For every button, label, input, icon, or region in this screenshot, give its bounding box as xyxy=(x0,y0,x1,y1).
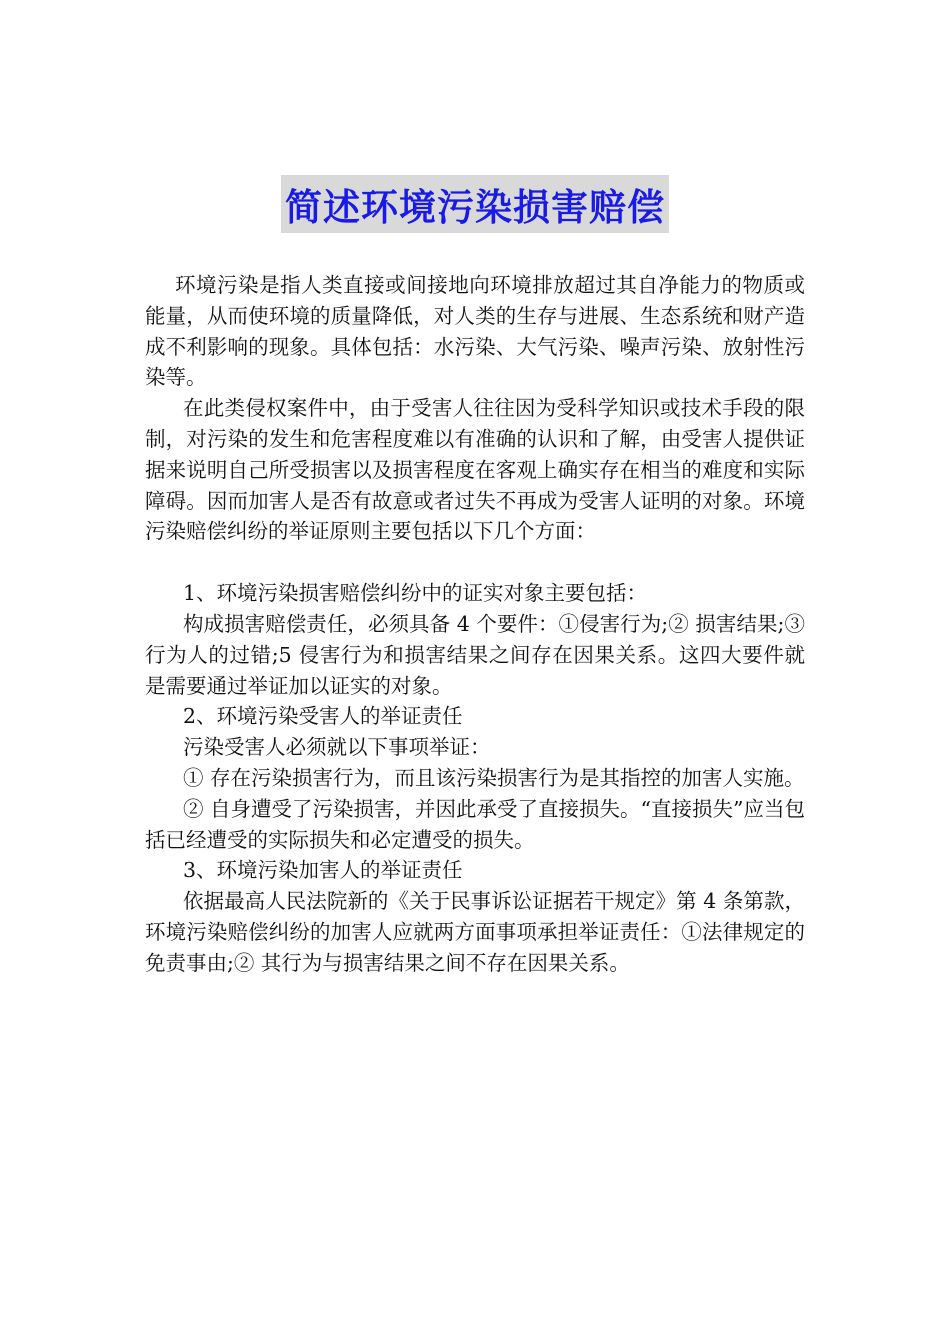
document-body xyxy=(145,270,805,979)
list-item-victim-1: ① 存在污染损害行为，而且该污染损害行为是其指控的加害人实施。 xyxy=(183,765,805,790)
paragraph-victim-intro: 污染受害人必须就以下事项举证： xyxy=(183,735,491,760)
paragraph-defendant: 依据最高人民法院新的《关于民事诉讼证据若干规定》第 4 条第款，环境污染赔偿纠纷的加害人应就两方面事项承担举证责任：①法律规定的免责事由;② 其行为与损害结果之间不存在因果关系。 xyxy=(145,889,805,975)
section-heading-3: 3、环境污染加害人的举证责任 xyxy=(183,858,463,883)
list-item-victim-2: ② 自身遭受了污染损害，并因此承受了直接损失。“直接损失”应当包括已经遭受的实际损失和必定遭受的损失。 xyxy=(145,796,805,852)
document-title: 简述环境污染损害赔偿 xyxy=(281,175,669,233)
paragraph-background: 在此类侵权案件中，由于受害人往往因为受科学知识或技术手段的限制，对污染的发生和危害程度难以有准确的认识和了解，由受害人提供证据来说明自己所受损害以及损害程度在客观上确实存在相当的难度和实际障碍。因而加害人是否有故意或者过失不再成为受害人证明的对象。环境污染赔偿纠纷的举证原则主要包括以下几个方面： xyxy=(145,396,805,544)
paragraph-intro: 环境污染是指人类直接或间接地向环境排放超过其自净能力的物质或能量，从而使环境的质量降低，对人类的生存与进展、生态系统和财产造成不利影响的现象。具体包括：水污染、大气污染、噪声污染、放射性污染等。 xyxy=(145,273,805,390)
section-heading-1: 1、环境污染损害赔偿纠纷中的证实对象主要包括： xyxy=(183,581,648,606)
document-title-row xyxy=(0,175,950,233)
paragraph-elements: 构成损害赔偿责任，必须具备 4 个要件：①侵害行为;② 损害结果;③ 行为人的过错;5 侵害行为和损害结果之间存在因果关系。这四大要件就是需要通过举证加以证实的对象。 xyxy=(145,611,805,698)
paragraph-gap xyxy=(145,547,805,578)
section-heading-2: 2、环境污染受害人的举证责任 xyxy=(183,704,463,729)
